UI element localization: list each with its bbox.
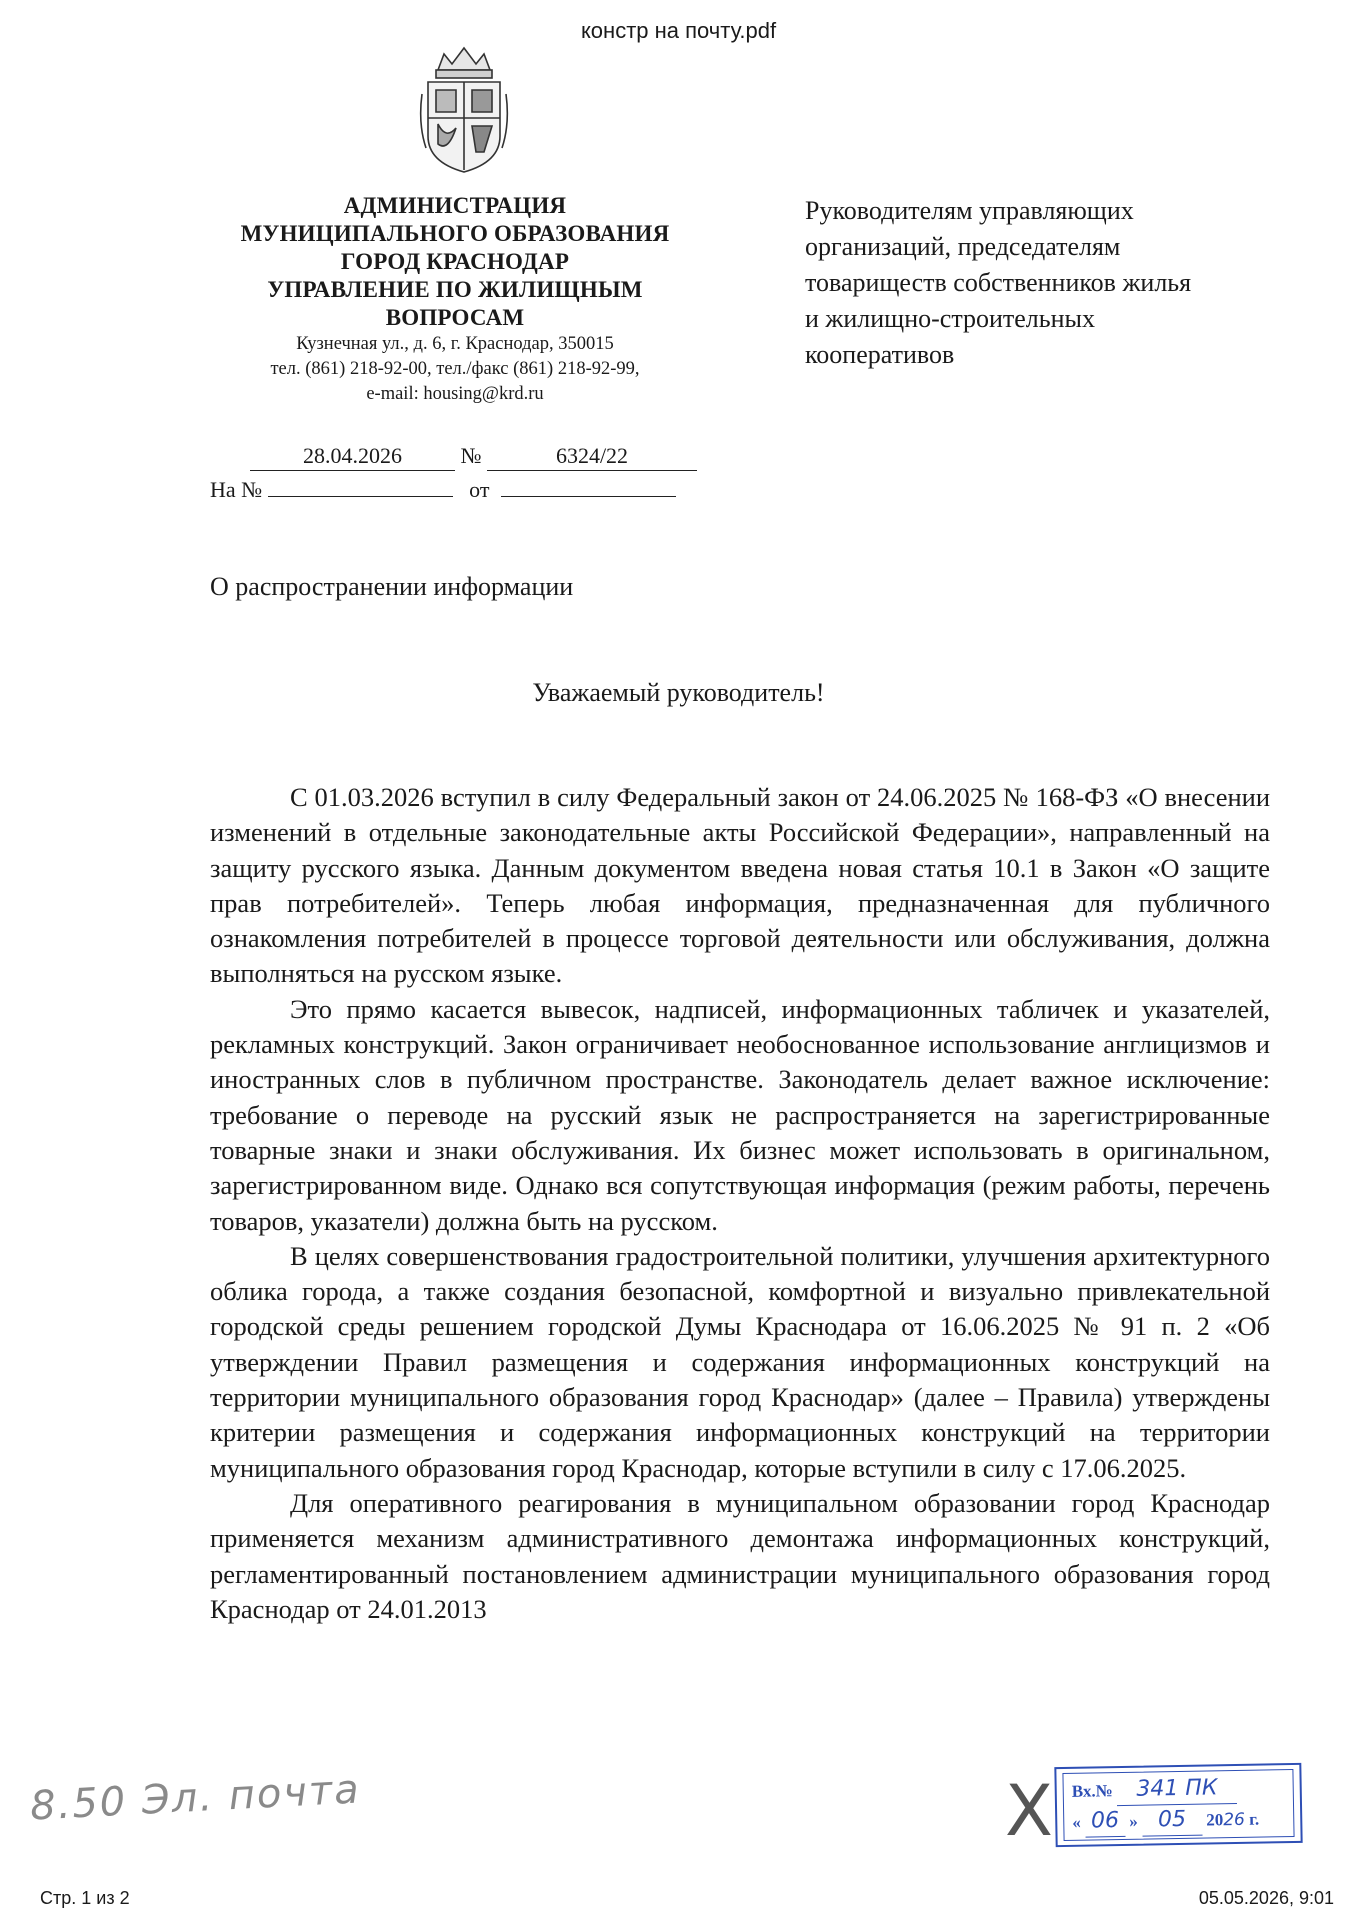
- stamp-year-prefix: 20: [1206, 1810, 1224, 1830]
- salutation: Уважаемый руководитель!: [532, 678, 825, 707]
- body-paragraph: Это прямо касается вывесок, надписей, информационных табличек и указателей, рекламных конструкций. Закон ограничивает необоснованное использование англицизмов и иностранных слов в публичном пространстве. Законодатель делает важное исключение: требование о переводе на русский язык не распространяется на зарегистрированные товарные знаки и знаки обслуживания. Их бизнес может использовать в оригинальном, зарегистрированном виде. Однако вся сопутствующая информация (режим работы, перечень товаров, указатели) должна быть на русском.: [210, 993, 1270, 1236]
- stamp-year-suffix: 26: [1223, 1809, 1246, 1831]
- letter-body: [210, 780, 1270, 1627]
- registration-row: [250, 442, 697, 471]
- recipient-line: кооперативов: [805, 340, 955, 369]
- sender-org-line: МУНИЦИПАЛЬНОГО ОБРАЗОВАНИЯ: [240, 221, 670, 246]
- body-paragraph: В целях совершенствования градостроительной политики, улучшения архитектурного облика города, а также создания безопасной, комфортной и визуально привлекательной городской среды решением городской Думы Краснодара от 16.06.2025 № 91 п. 2 «Об утверждении Правил размещения и содержания информационных конструкций на территории муниципального образования город Краснодар» (далее – Правила) утверждены критерии размещения и содержания информационных конструкций на территории муниципального образования город Краснодар, которые вступили в силу с 17.06.2025.: [210, 1240, 1270, 1483]
- sender-org-line: ВОПРОСАМ: [385, 305, 525, 330]
- registration-date: 28.04.2026: [250, 442, 455, 471]
- handwritten-note: 8.50 Эл. почта: [29, 1766, 362, 1830]
- print-timestamp: 05.05.2026, 9:01: [1198, 1888, 1334, 1908]
- recipient-line: организаций, председателям: [805, 232, 1121, 261]
- sender-org-line: ГОРОД КРАСНОДАР: [340, 249, 570, 274]
- stamp-day: 06: [1085, 1806, 1126, 1838]
- recipient-line: Руководителям управляющих: [805, 196, 1134, 225]
- body-paragraph: С 01.03.2026 вступил в силу Федеральный закон от 24.06.2025 № 168-ФЗ «О внесении изменений в отдельные законодательные акты Российской Федерации», направленный на защиту русского языка. Данным документом введена новая статья 10.1 в Закон «О защите прав потребителей». Теперь любая информация, предназначенная для публичного ознакомления потребителей в процессе торговой деятельности или обслуживания, должна выполняться на русском языке.: [210, 782, 1270, 989]
- handwritten-cross-mark: X: [1005, 1770, 1053, 1852]
- coat-of-arms-emblem: [418, 44, 510, 176]
- recipient-block: [805, 193, 1285, 373]
- reference-number: [268, 496, 453, 497]
- incoming-registration-stamp: [1054, 1763, 1302, 1847]
- sender-email: e-mail: housing@krd.ru: [366, 384, 544, 404]
- sender-org-line: УПРАВЛЕНИЕ ПО ЖИЛИЩНЫМ: [267, 277, 643, 302]
- reference-row: [210, 476, 676, 504]
- page-counter: Стр. 1 из 2: [40, 1888, 130, 1908]
- sender-address: Кузнечная ул., д. 6, г. Краснодар, 350015: [296, 334, 614, 354]
- reference-date: [501, 496, 676, 497]
- stamp-in-label: Вх.№: [1071, 1781, 1113, 1801]
- stamp-date-mid: »: [1129, 1811, 1138, 1831]
- reference-label: На №: [210, 477, 263, 502]
- recipient-line: и жилищно-строительных: [805, 304, 1096, 333]
- file-name-header: констр на почту.pdf: [580, 18, 777, 43]
- registration-number-label: №: [460, 443, 482, 468]
- recipient-line: товариществ собственников жилья: [805, 268, 1192, 297]
- stamp-year-label: г.: [1248, 1809, 1260, 1829]
- stamp-in-number: 341 ПК: [1117, 1773, 1238, 1806]
- reference-from-label: от: [469, 477, 490, 502]
- sender-phones: тел. (861) 218-92-00, тел./факс (861) 218-92-99,: [270, 359, 640, 379]
- stamp-date-open: «: [1072, 1812, 1081, 1832]
- sender-block: [175, 192, 735, 407]
- letter-subject: О распространении информации: [210, 572, 574, 601]
- body-paragraph: Для оперативного реагирования в муниципальном образовании город Краснодар применяется механизм административного демонтажа информационных конструкций, регламентированный постановлением администрации муниципального образования город Краснодар от 24.01.2013: [210, 1487, 1270, 1624]
- sender-org-line: АДМИНИСТРАЦИЯ: [343, 193, 567, 218]
- registration-number: 6324/22: [487, 442, 697, 471]
- stamp-month: 05: [1142, 1805, 1203, 1837]
